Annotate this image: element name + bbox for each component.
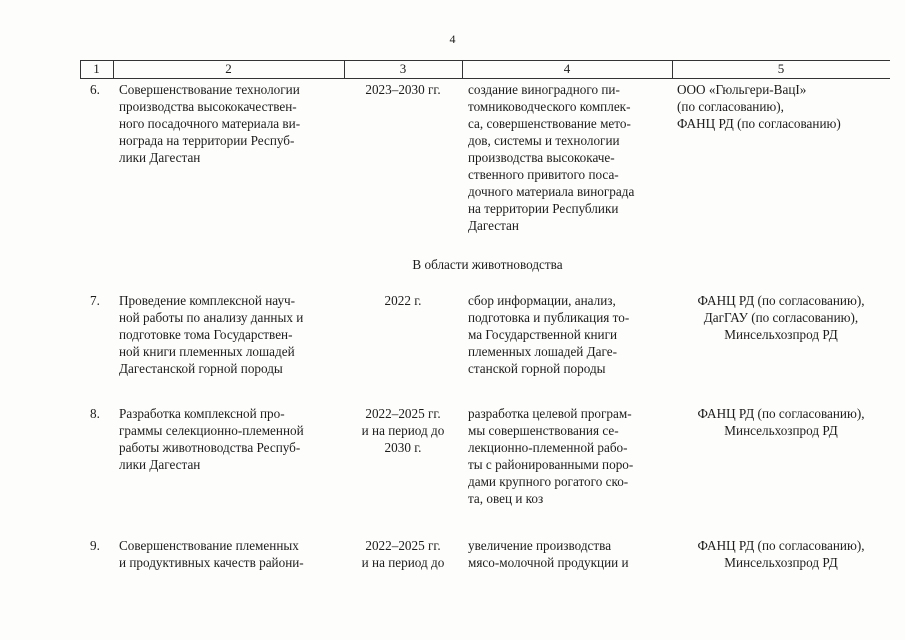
- header-col-3: 3: [399, 61, 407, 76]
- activity-cell: Разработка комплексной про- граммы селекционно-племенной работы животноводства Респуб- лики Дагестан: [119, 406, 304, 472]
- section-title: В области животноводства: [412, 257, 563, 272]
- executors-cell: ООО «Гюльгери-ВацI» (по согласованию), ФАНЦ РД (по согласованию): [677, 82, 841, 131]
- activity-cell: Совершенствование племенных и продуктивных качеств райони-: [119, 538, 304, 570]
- period-cell: 2022–2025 гг. и на период до: [361, 538, 445, 570]
- row-number: 7.: [90, 293, 100, 308]
- period-cell: 2022–2025 гг. и на период до 2030 г.: [361, 406, 445, 455]
- result-cell: разработка целевой програм- мы совершенствования се- лекционно-племенной рабо- ты с районированными поро- дами крупного рогатого ско- та, овец и коз: [468, 406, 634, 506]
- period-cell: 2023–2030 гг.: [365, 82, 441, 97]
- row-number: 6.: [90, 82, 100, 97]
- header-col-1: 1: [93, 61, 100, 76]
- header-col-5: 5: [777, 61, 785, 76]
- header-col-4: 4: [563, 61, 571, 76]
- page-number: 4: [449, 32, 456, 46]
- executors-cell: ФАНЦ РД (по согласованию), ДагГАУ (по согласованию), Минсельхозпрод РД: [697, 293, 865, 342]
- row-number: 9.: [90, 538, 100, 553]
- executors-cell: ФАНЦ РД (по согласованию), Минсельхозпрод РД: [697, 406, 865, 438]
- executors-cell: ФАНЦ РД (по согласованию), Минсельхозпрод РД: [697, 538, 865, 570]
- result-cell: создание виноградного пи- томниководческого комплек- са, совершенствование мето- дов, системы и технологии производства высококаче- ственного привитого поса- дочного материала винограда на территории Республики Дагестан: [468, 82, 635, 233]
- period-cell: 2022 г.: [384, 293, 422, 308]
- result-cell: сбор информации, анализ, подготовка и публикация то- ма Государственной книги племенных лошадей Даге- станской горной породы: [468, 293, 630, 376]
- activity-cell: Совершенствование технологии производства высококачествен- ного посадочного материала ви- нограда на территории Респуб- лики Дагестан: [119, 82, 301, 165]
- header-col-2: 2: [225, 61, 232, 76]
- header-bottom-border: [80, 78, 890, 79]
- result-cell: увеличение производства мясо-молочной продукции и: [468, 538, 629, 570]
- row-number: 8.: [90, 406, 100, 421]
- activity-cell: Проведение комплексной науч- ной работы по анализу данных и подготовке тома Государствен- ной книги племенных лошадей Дагестанской горной породы: [119, 293, 304, 376]
